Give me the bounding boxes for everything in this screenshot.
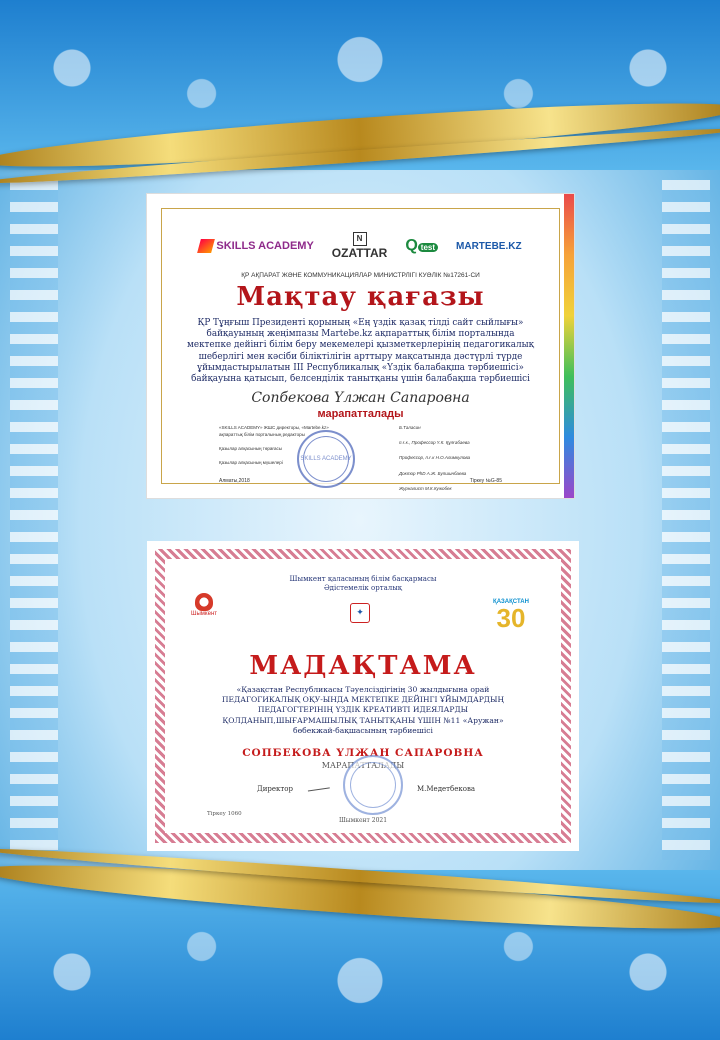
qaztest-logo: Qtest (405, 237, 438, 255)
certificate-footer (219, 478, 502, 484)
right-ornament-strip (662, 180, 710, 860)
director-name: М.Медетбекова (417, 785, 476, 793)
issuing-department: Шымкент қаласының білім басқармасы Әдістемелік орталық (289, 575, 437, 592)
awarded-text: марапатталады (317, 408, 404, 420)
city-year: Алматы,2018 (219, 478, 250, 484)
recipient-name: СОПБЕКОВА ҮЛЖАН САПАРОВНА (242, 747, 484, 759)
shymkent-logo-icon (195, 593, 213, 611)
martebe-logo: MARTEBE.KZ (456, 240, 522, 252)
certificate-title: МАДАҚТАМА (249, 651, 477, 681)
methodical-center-emblem-icon: ✦ (350, 603, 370, 623)
registration-number: Тіркеу 1060 (207, 811, 242, 817)
left-ornament-strip (10, 180, 58, 860)
ministry-line: ҚР АҚПАРАТ ЖӘНЕ КОММУНИКАЦИЯЛАР МИНИСТРЛІГІ КУӘЛІК №17261-СИ (241, 272, 480, 279)
qaztest-q-icon: Q (405, 237, 418, 254)
city-year: Шымкент 2021 (338, 817, 388, 824)
skills-logo-icon (198, 239, 216, 253)
ozattar-logo-icon: N (353, 232, 367, 246)
kazakhstan-30-logo: ҚАЗАҚСТАН 30 (493, 599, 529, 633)
ozattar-logo: N OZATTAR (331, 234, 388, 260)
stamp-seal (343, 755, 403, 815)
recipient-name: Сопбекова Үлжан Сапаровна (251, 390, 470, 406)
signatories-left: «SKILLS ACADEMY» ЖШС директоры, «Martebe.kz» ақпараттық білім порталының редакторы Қазылар алқасының төрағасы Қазылар алқасының мүшелері (219, 425, 329, 465)
certificate-madaktama (147, 541, 579, 851)
director-label: Директор (257, 785, 293, 793)
sponsor-logos (147, 232, 574, 260)
certificate-title: Мақтау қағазы (236, 282, 485, 312)
certificate-makhtau (147, 194, 574, 498)
skills-academy-logo: SKILLS ACADEMY (199, 239, 313, 253)
signatories-right: Б.Таласин п.ғ.к., Профессор Ү.К. Құлғабаева Профессор, п.ғ.к Н.О.Алимкулова Доктор PhD А.Ж. Бупшинбаева Журналист М.К.Кужобек (399, 425, 471, 491)
shymkent-logo: Шымкент (187, 593, 221, 617)
awarded-text: МАРАПАТТАЛАДЫ (321, 761, 405, 770)
registration-number: Тіркеу №G-85 (469, 478, 502, 484)
stamp-seal: SKILLS ACADEMY (297, 430, 355, 488)
certificate-body: «Қазақстан Республикасы Тәуелсіздігінің 30 жылдығына орай ПЕДАГОГИКАЛЫҚ ОҚУ-ЫНДА МЕКТЕПКЕ ДЕЙІНГІ ҰЙЫМДАРДЫҢ ПЕДАГОГТЕРІНІҢ ҮЗДІК КРЕАТИВТІ ИДЕЯЛАРДЫ ҚОЛДАНЫП,ШЫҒАРМАШЫЛЫҚ ТАНЫТҚАНЫ ҮШІН №11 «Аружан» бөбекжай-бақшасының тәрбиешісі (221, 685, 505, 735)
certificate-body: ҚР Тұңғыш Президенті қорының «Ең үздік қазақ тілді сайт сыйлығы» байқауының жеңімпазы Martebe.kz ақпараттық білім порталында мектепке дейінгі білім беру мекемелері қызметкерлерінің педагогикалық шеберлігі мен кәсіби біліктілігін арттыру мақсатында дәстүрлі түрде ұйымдастырылатын III Республикалық «Үздік балабақша тәрбиешісі» байқауына қатысып, белсенділік танытқаны үшін балабақша тәрбиешісі (187, 318, 534, 385)
